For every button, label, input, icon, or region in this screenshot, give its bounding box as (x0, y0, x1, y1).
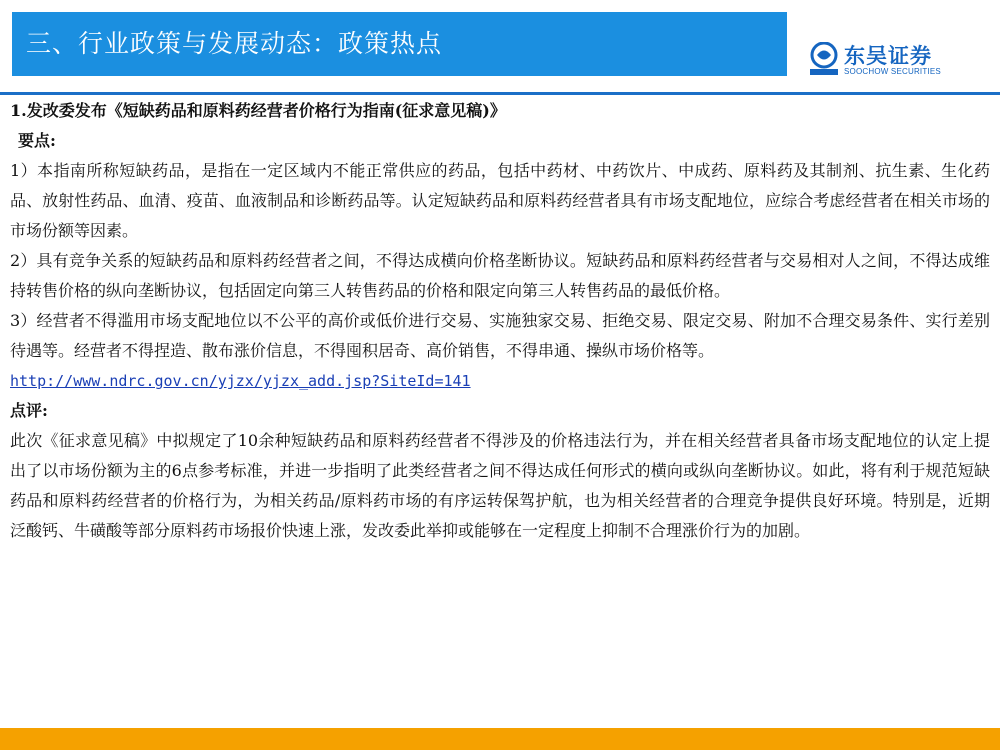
section-heading: 1.发改委发布《短缺药品和原料药经营者价格行为指南(征求意见稿)》 (10, 101, 506, 120)
source-link[interactable]: http://www.ndrc.gov.cn/yjzx/yjzx_add.jsp?SiteId=141 (10, 372, 471, 390)
footer-bar (0, 728, 1000, 750)
brand-logo (808, 40, 988, 86)
logo-chinese-name: 东吴证券 (844, 44, 932, 68)
comment-label: 点评: (10, 401, 48, 420)
key-points-label: 要点: (18, 131, 56, 150)
main-content (10, 96, 990, 546)
logo-english-name: SOOCHOW SECURITIES (844, 67, 941, 76)
title-bar (12, 12, 787, 76)
comment-text: 此次《征求意见稿》中拟规定了10余种短缺药品和原料药经营者不得涉及的价格违法行为，并在相关经营者具备市场支配地位的认定上提出了以市场份额为主的6点参考标准，并进一步指明了此类经营者之间不得达成任何形式的横向或纵向垄断协议。如此，将有利于规范短缺药品和原料药经营者的价格行为，为相关药品/原料药市场的有序运转保驾护航，也为相关经营者的合理竞争提供良好环境。特别是，近期泛酸钙、牛磺酸等部分原料药市场报价快速上涨，发改委此举抑或能够在一定程度上抑制不合理涨价行为的加剧。 (10, 431, 990, 540)
header-divider (0, 92, 1000, 95)
key-point-2: 2）具有竞争关系的短缺药品和原料药经营者之间，不得达成横向价格垄断协议。短缺药品和原料药经营者与交易相对人之间，不得达成维持转售价格的纵向垄断协议，包括固定向第三人转售药品的价格和限定向第三人转售药品的最低价格。 (10, 251, 990, 300)
soochow-logo-icon (808, 42, 840, 76)
key-point-1: 1）本指南所称短缺药品，是指在一定区域内不能正常供应的药品，包括中药材、中药饮片、中成药、原料药及其制剂、抗生素、生化药品、放射性药品、血清、疫苗、血液制品和诊断药品等。认定短缺药品和原料药经营者具有市场支配地位，应综合考虑经营者在相关市场的市场份额等因素。 (10, 161, 990, 240)
key-point-3: 3）经营者不得滥用市场支配地位以不公平的高价或低价进行交易、实施独家交易、拒绝交易、限定交易、附加不合理交易条件、实行差别待遇等。经营者不得捏造、散布涨价信息，不得囤积居奇、高价销售，不得串通、操纵市场价格等。 (10, 311, 990, 360)
page-title: 三、行业政策与发展动态：政策热点 (26, 29, 443, 58)
